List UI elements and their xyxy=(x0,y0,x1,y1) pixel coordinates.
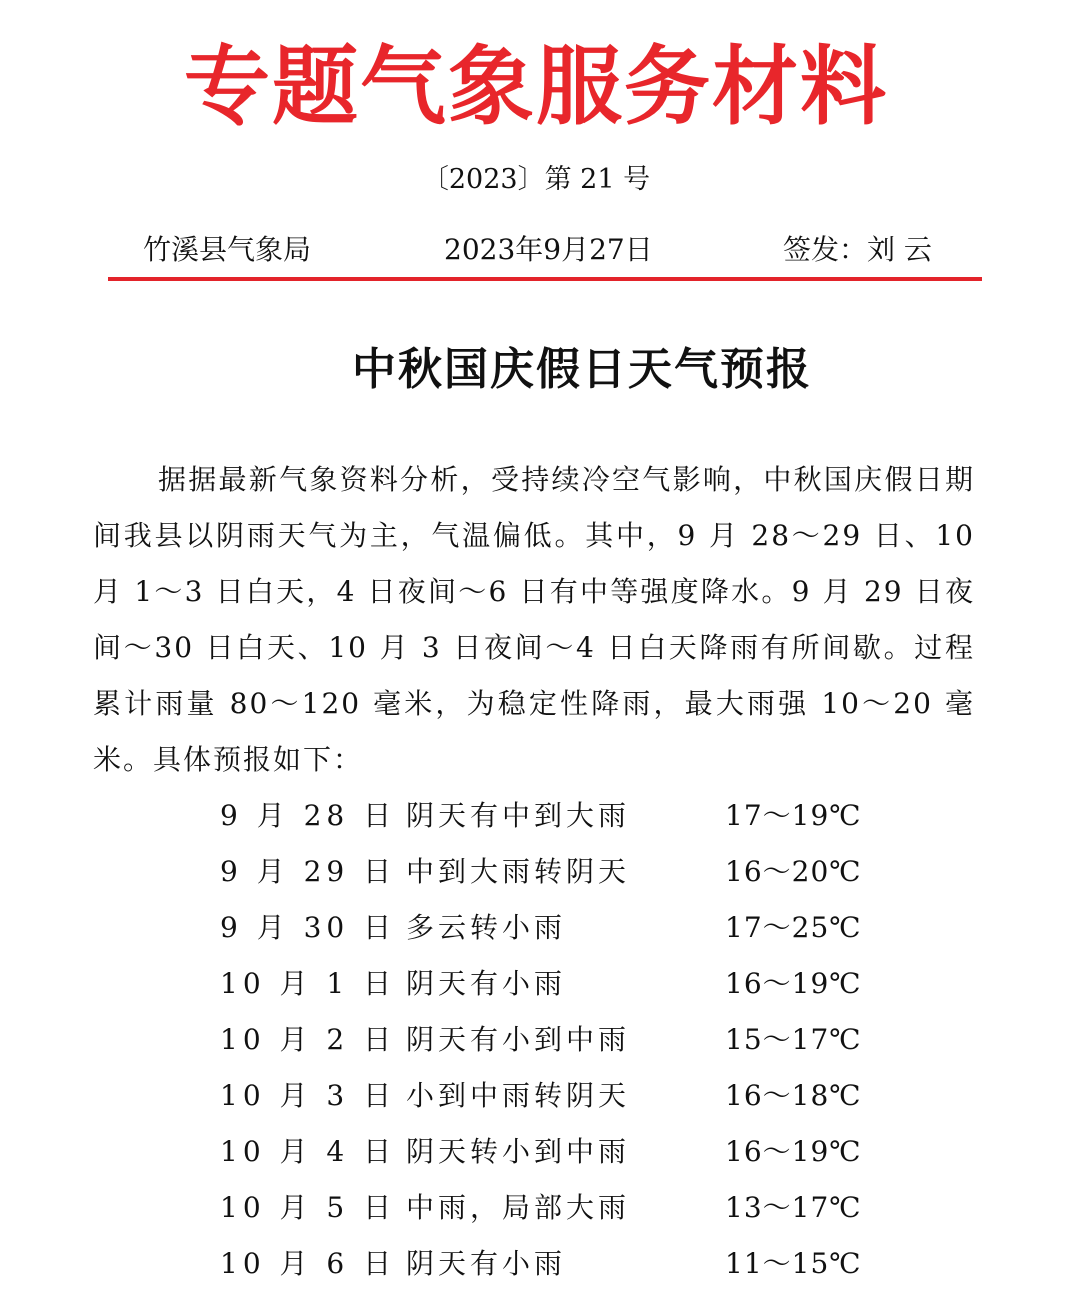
forecast-weather: 阴天有中到大雨 xyxy=(406,799,631,832)
forecast-date: 9 月 29 日 xyxy=(220,855,397,888)
forecast-date: 10 月 4 日 xyxy=(220,1135,397,1168)
forecast-row xyxy=(0,1236,1072,1292)
forecast-date: 9 月 28 日 xyxy=(220,799,397,832)
forecast-row xyxy=(0,1012,1072,1068)
forecast-temperature: 13～17℃ xyxy=(725,1191,862,1224)
forecast-temperature: 16～19℃ xyxy=(725,1135,862,1168)
forecast-temperature: 16～20℃ xyxy=(725,855,862,888)
forecast-temperature: 17～19℃ xyxy=(725,799,862,832)
forecast-row xyxy=(0,900,1072,956)
forecast-date: 10 月 1 日 xyxy=(220,967,397,1000)
forecast-row xyxy=(0,788,1072,844)
forecast-weather: 阴天转小到中雨 xyxy=(406,1135,631,1168)
signer: 签发：刘 云 xyxy=(783,233,932,266)
forecast-weather: 中雨，局部大雨 xyxy=(406,1191,631,1224)
forecast-weather: 阴天有小雨 xyxy=(406,967,567,1000)
forecast-date: 10 月 5 日 xyxy=(220,1191,397,1224)
forecast-temperature: 11～15℃ xyxy=(725,1247,862,1280)
forecast-temperature: 16～19℃ xyxy=(725,967,862,1000)
intro-paragraph: 据据最新气象资料分析，受持续冷空气影响，中秋国庆假日期间我县以阴雨天气为主，气温偏低。其中，9 月 28～29 日、10 月 1～3 日白天，4 日夜间～6 日有中等强度降水。9 月 29 日夜间～30 日白天、10 月 3 日夜间～4 日白天降雨有所间歇。过程累计雨量 80～120 毫米，为稳定性降雨，最大雨强 10～20 毫米。具体预报如下： xyxy=(93,463,975,776)
forecast-weather: 阴天有小到中雨 xyxy=(406,1023,631,1056)
issue-number: 〔2023〕第 21 号 xyxy=(421,164,651,195)
forecast-weather: 小到中雨转阴天 xyxy=(406,1079,631,1112)
forecast-row xyxy=(0,1124,1072,1180)
masthead: 专题气象服务材料 xyxy=(184,37,888,137)
forecast-row xyxy=(0,1180,1072,1236)
forecast-row xyxy=(0,844,1072,900)
document-title: 中秋国庆假日天气预报 xyxy=(352,344,812,395)
forecast-date: 10 月 3 日 xyxy=(220,1079,397,1112)
forecast-temperature: 17～25℃ xyxy=(725,911,862,944)
forecast-list xyxy=(0,788,1072,1292)
issuer: 竹溪县气象局 xyxy=(143,233,312,266)
forecast-row xyxy=(0,1068,1072,1124)
forecast-temperature: 15～17℃ xyxy=(725,1023,862,1056)
forecast-weather: 多云转小雨 xyxy=(406,911,567,944)
forecast-date: 10 月 2 日 xyxy=(220,1023,397,1056)
forecast-temperature: 16～18℃ xyxy=(725,1079,862,1112)
forecast-row xyxy=(0,956,1072,1012)
forecast-date: 9 月 30 日 xyxy=(220,911,397,944)
red-divider xyxy=(108,277,982,281)
forecast-date: 10 月 6 日 xyxy=(220,1247,397,1280)
forecast-weather: 阴天有小雨 xyxy=(406,1247,567,1280)
forecast-weather: 中到大雨转阴天 xyxy=(406,855,631,888)
issue-date: 2023年9月27日 xyxy=(444,233,653,266)
